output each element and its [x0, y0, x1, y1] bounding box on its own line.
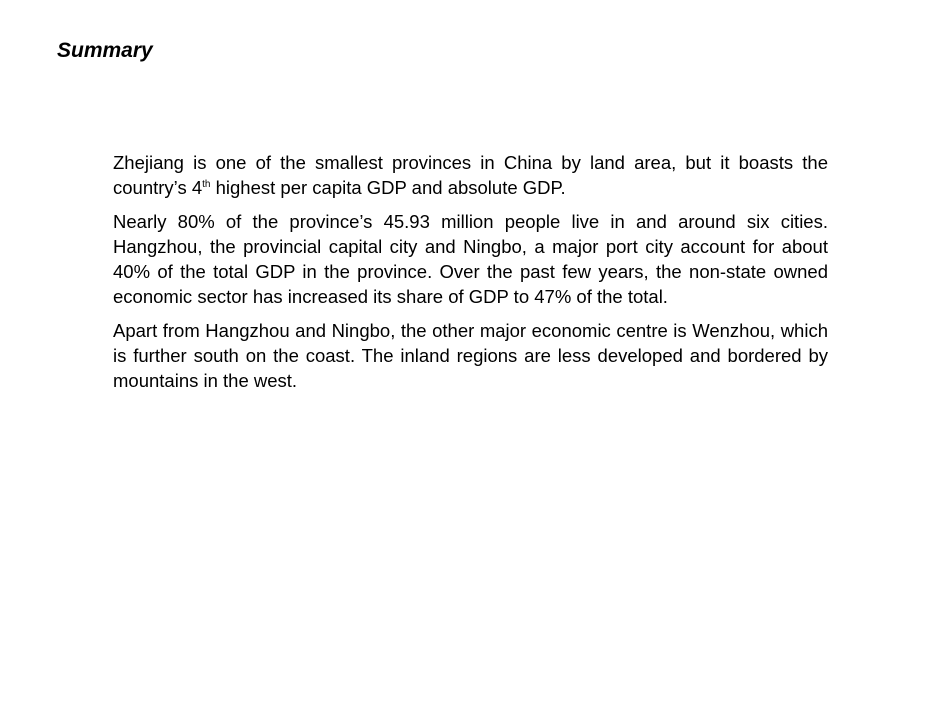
summary-body: [113, 150, 828, 402]
paragraph-2: Nearly 80% of the province’s 45.93 million people live in and around six cities. Hangzhou, the provincial capital city and Ningbo, a major port city account for about 40% of the total GDP in the province. Over the past few years, the non-state owned economic sector has increased its share of GDP to 47% of the total.: [113, 211, 828, 307]
ordinal-superscript: th: [202, 178, 211, 190]
paragraph-3: Apart from Hangzhou and Ningbo, the other major economic centre is Wenzhou, which is further south on the coast. The inland regions are less developed and bordered by mountains in the west.: [113, 320, 828, 391]
page-title: Summary: [57, 39, 153, 62]
paragraph-1-text-end: highest per capita GDP and absolute GDP.: [210, 177, 566, 198]
paragraph-1: [113, 150, 828, 200]
paragraph-1-text-start: Zhejiang is one of the smallest provinces in China by land area, but it boasts the country’s 4: [113, 152, 828, 198]
